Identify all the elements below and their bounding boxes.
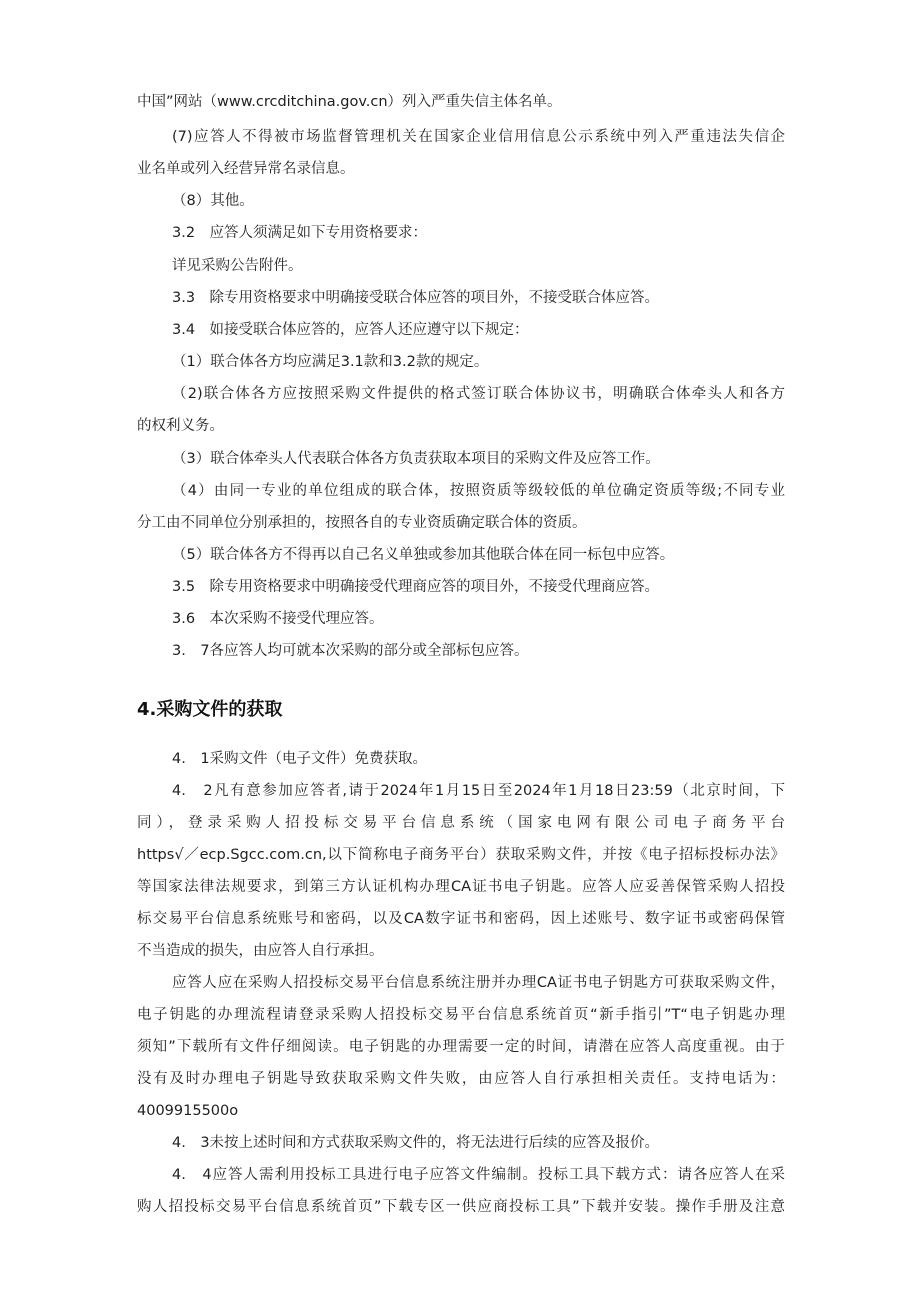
text-line: 不当造成的损失，由应答人自行承担。	[137, 943, 384, 959]
text-line: （4）由同一专业的单位组成的联合体，按照资质等级较低的单位确定资质等级;不同专业	[172, 483, 785, 499]
text-line: 3.4 如接受联合体应答的，应答人还应遵守以下规定：	[172, 322, 529, 338]
text-line: 4. 3未按上述时间和方式获取采购文件的，将无法进行后续的应答及报价。	[172, 1135, 660, 1151]
text-line: https√／ecp.Sgcc.com.cn,以下简称电子商务平台）获取采购文件，并按《电子招标投标办法》	[137, 847, 785, 863]
text-line: 3. 7各应答人均可就本次采购的部分或全部标包应答。	[172, 643, 529, 659]
text-line: （1）联合体各方均应满足3.1款和3.2款的规定。	[172, 354, 489, 370]
text-line: 同），登录采购人招投标交易平台信息系统（国家电网有限公司电子商务平台	[137, 815, 785, 831]
text-line: 应答人应在采购人招投标交易平台信息系统注册并办理CA证书电子钥匙方可获取采购文件，	[172, 975, 785, 991]
text-line: 没有及时办理电子钥匙导致获取采购文件失败，由应答人自行承担相关责任。支持电话为：	[137, 1071, 785, 1087]
text-line: (7)应答人不得被市场监督管理机关在国家企业信用信息公示系统中列入严重违法失信企	[172, 129, 785, 145]
text-line: 详见采购公告附件。	[172, 258, 303, 274]
text-line: 中国”网站（www.crcditchina.gov.cn）列入严重失信主体名单。	[137, 94, 562, 110]
text-line: 电子钥匙的办理流程请登录采购人招投标交易平台信息系统首页“新手指引”T“电子钥匙办理	[137, 1007, 785, 1023]
text-line: 等国家法律法规要求，到第三方认证机构办理CA证书电子钥匙。应答人应妥善保管采购人招投	[137, 879, 785, 895]
text-line: （3）联合体牵头人代表联合体各方负责获取本项目的采购文件及应答工作。	[172, 451, 660, 467]
text-line: 的权利义务。	[137, 418, 224, 434]
text-line: 3.2 应答人须满足如下专用资格要求：	[172, 225, 428, 241]
text-line: （2)联合体各方应按照采购文件提供的格式签订联合体协议书，明确联合体牵头人和各方	[172, 386, 785, 402]
section-heading: 4.采购文件的获取	[137, 699, 283, 720]
text-line: 须知”下载所有文件仔细阅读。电子钥匙的办理需要一定的时间，请潜在应答人高度重视。由于	[137, 1039, 785, 1055]
text-line: 4. 1采购文件（电子文件）免费获取。	[172, 751, 428, 767]
text-line: （8）其他。	[172, 193, 254, 209]
text-line: 购人招投标交易平台信息系统首页”下载专区一供应商投标工具”下载并安装。操作手册及注意	[137, 1199, 785, 1215]
text-line: 4. 2凡有意参加应答者,请于2024年1月15日至2024年1月18日23:59（北京时间，下	[172, 783, 785, 799]
text-line: 标交易平台信息系统账号和密码，以及CA数字证书和密码，因上述账号、数字证书或密码保管	[137, 911, 785, 927]
text-line: 分工由不同单位分别承担的，按照各自的专业资质确定联合体的资质。	[137, 515, 587, 531]
text-line: （5）联合体各方不得再以自己名义单独或参加其他联合体在同一标包中应答。	[172, 547, 675, 563]
text-line: 3.3 除专用资格要求中明确接受联合体应答的项目外，不接受联合体应答。	[172, 290, 660, 306]
text-line: 3.5 除专用资格要求中明确接受代理商应答的项目外，不接受代理商应答。	[172, 579, 660, 595]
text-line: 业名单或列入经营异常名录信息。	[137, 161, 355, 177]
text-line: 4009915500o	[137, 1103, 239, 1119]
text-line: 3.6 本次采购不接受代理应答。	[172, 611, 384, 627]
text-line: 4. 4应答人需利用投标工具进行电子应答文件编制。投标工具下载方式：请各应答人在采	[172, 1167, 785, 1183]
